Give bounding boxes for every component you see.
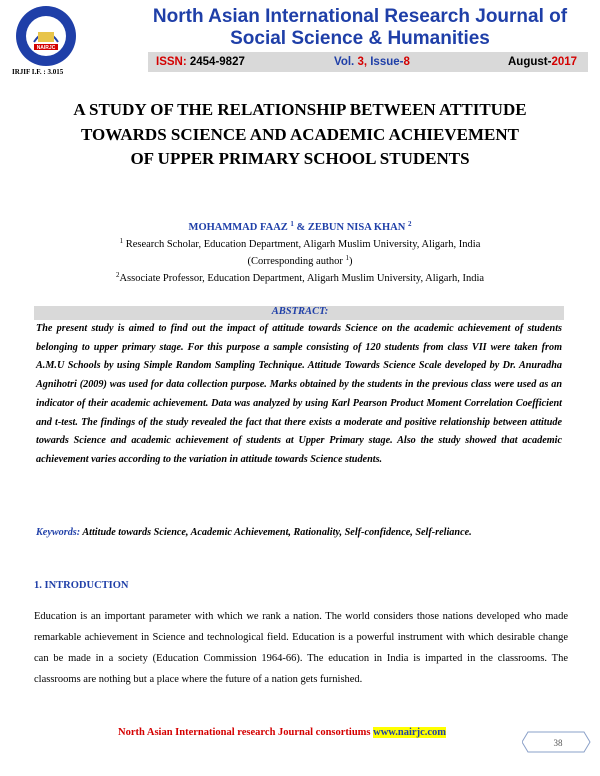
author-2-sup: 2 [407,220,412,228]
keywords-text: Attitude towards Science, Academic Achievement, Rationality, Self-confidence, Self-reliance. [82,527,472,538]
affiliation-1-text: Research Scholar, Education Department, Aligarh Muslim University, Aligarh, India [125,239,481,250]
journal-info-bar [148,52,588,72]
title-line3: OF UPPER PRIMARY SCHOOL STUDENTS [130,149,470,168]
issue-value: 8 [403,56,410,68]
page-number: 38 [553,738,563,748]
corresponding-note [0,256,600,267]
keywords-label: Keywords: [36,527,81,538]
journal-logo [8,4,84,68]
author-1: MOHAMMAD FAAZ [188,222,288,233]
logo-center-text: NAIRJC [36,45,56,51]
paper-title [20,98,580,172]
corresponding-note-text: (Corresponding author [247,256,343,267]
journal-title-line1: North Asian International Research Journal of [152,6,568,27]
abstract-heading: ABSTRACT: [271,306,329,317]
footer-text: North Asian International research Journal consortiums [118,727,371,738]
issn-label: ISSN: [156,56,187,68]
introduction-paragraph: Education is an important parameter with which we rank a nation. The world considers those nations developed who made remarkable achievement in Science and technological field. Education is a powerful instrument with which desirable change can be made in a society (Education Commission 1964-66). The education in India is imparted in the classrooms. The classrooms are nothing but a place where the future of a nation gets furnished. [34,611,568,685]
affiliation-1-sup: 1 [119,237,124,245]
issn [156,56,245,68]
title-line2: TOWARDS SCIENCE AND ACADEMIC ACHIEVEMENT [81,124,519,144]
impact-factor: IRJIF I.F. : 3.015 [12,68,64,76]
issn-value: 2454-9827 [189,56,245,68]
journal-title-line2: Social Science & Humanities [230,28,490,49]
vol-label: Vol. [334,56,355,68]
affiliation-2-sup: 2 [115,271,120,279]
affiliation-2 [0,273,600,284]
issue-label: Issue- [370,56,404,68]
section-heading-introduction: 1. INTRODUCTION [34,580,129,591]
corresponding-note-sup: 1 [345,254,349,262]
page-number-box [522,729,592,755]
month: August- [508,56,552,68]
author-list [0,222,600,233]
footer-url[interactable]: www.nairjc.com [373,727,447,738]
vol-value: 3, [357,56,368,68]
issue-date [508,56,577,68]
keywords [36,527,576,538]
journal-title [140,6,580,50]
affiliation-2-text: Associate Professor, Education Department, Aligarh Muslim University, Aligarh, India [119,273,485,284]
author-1-sup: 1 [290,220,294,228]
author-joiner: & ZEBUN NISA KHAN [296,222,406,233]
affiliation-1 [0,239,600,250]
corresponding-note-close: ) [348,256,353,267]
volume-issue [334,56,410,68]
abstract-text: The present study is aimed to find out the impact of attitude towards Science on the academic achievement of students belonging to upper primary stage. For this purpose a sample consisting of 120 students from class VII were taken from A.M.U Schools by using Simple Random Sampling Technique. Attitude Towards Science Scale developed by Dr. Anuradha Agnihotri (2009) was used for data collection purpose. Marks obtained by the students in the previous class were used as an indicator of their academic achievement. Data was analyzed by using Karl Pearson Product Moment Correlation Coefficient and t-test. The findings of the study revealed the fact that there exists a moderate and positive relationship between attitude towards Science and academic achievement of students at Upper Primary stage. Also the study showed that academic achievement varies according to the variation in attitude towards Science students. [36,323,562,465]
footer [118,727,446,738]
title-line1: A STUDY OF THE RELATIONSHIP BETWEEN ATTITUDE [73,100,527,119]
year: 2017 [551,56,578,68]
